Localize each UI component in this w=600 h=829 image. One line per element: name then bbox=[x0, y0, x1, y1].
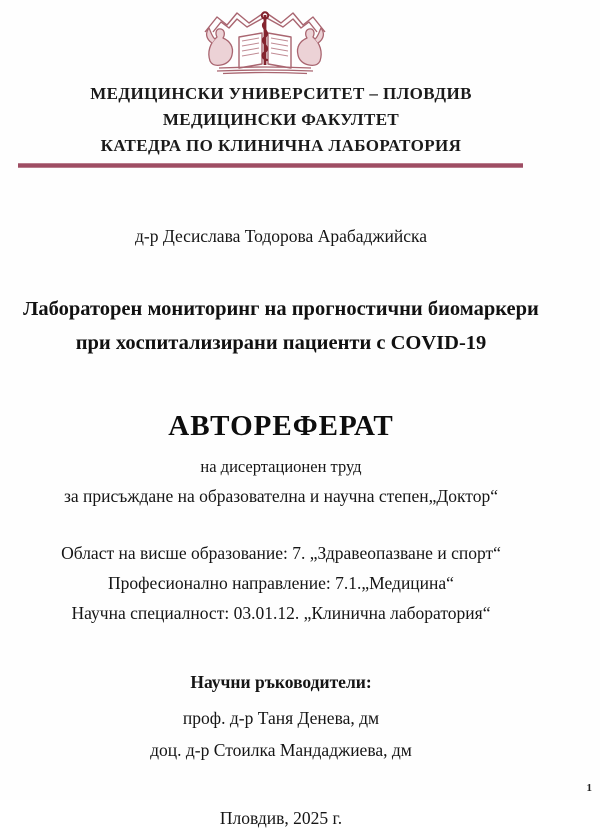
supervisors-list bbox=[20, 702, 542, 766]
education-field: Област на висше образование: 7. „Здравеопазване и спорт“ bbox=[61, 543, 501, 563]
dissertation-title bbox=[20, 292, 542, 360]
abstract-heading: АВТОРЕФЕРАТ bbox=[168, 410, 394, 442]
university-crest-icon bbox=[203, 8, 327, 74]
dissertation-title-line2: при хоспитализирани пациенти с COVID-19 bbox=[75, 332, 487, 354]
header-divider-line bbox=[18, 163, 523, 168]
abstract-subtitle-1: на дисертационен труд bbox=[200, 457, 362, 476]
institution-header bbox=[20, 81, 542, 159]
professional-direction: Професионално направление: 7.1.„Медицина“ bbox=[108, 573, 454, 593]
university-name: МЕДИЦИНСКИ УНИВЕРСИТЕТ – ПЛОВДИВ bbox=[90, 84, 472, 103]
supervisors-heading: Научни ръководители: bbox=[190, 672, 372, 692]
faculty-name: МЕДИЦИНСКИ ФАКУЛТЕТ bbox=[162, 110, 400, 129]
supervisor-name: доц. д-р Стоилка Мандаджиева, дм bbox=[150, 740, 412, 760]
abstract-subtitle-2: за присъждане на образователна и научна степен„Доктор“ bbox=[64, 486, 498, 506]
dissertation-title-line1: Лабораторен мониторинг на прогностични биомаркери bbox=[23, 298, 539, 320]
city-year: Пловдив, 2025 г. bbox=[219, 808, 343, 828]
author-name: д-р Десислава Тодорова Арабаджийска bbox=[134, 226, 428, 246]
classification-block bbox=[20, 538, 542, 628]
supervisor-name: проф. д-р Таня Денева, дм bbox=[182, 708, 380, 728]
scientific-specialty: Научна специалност: 03.01.12. „Клинична лаборатория“ bbox=[71, 603, 491, 623]
department-name: КАТЕДРА ПО КЛИНИЧНА ЛАБОРАТОРИЯ bbox=[100, 136, 462, 155]
page-number: 1 bbox=[586, 782, 592, 794]
